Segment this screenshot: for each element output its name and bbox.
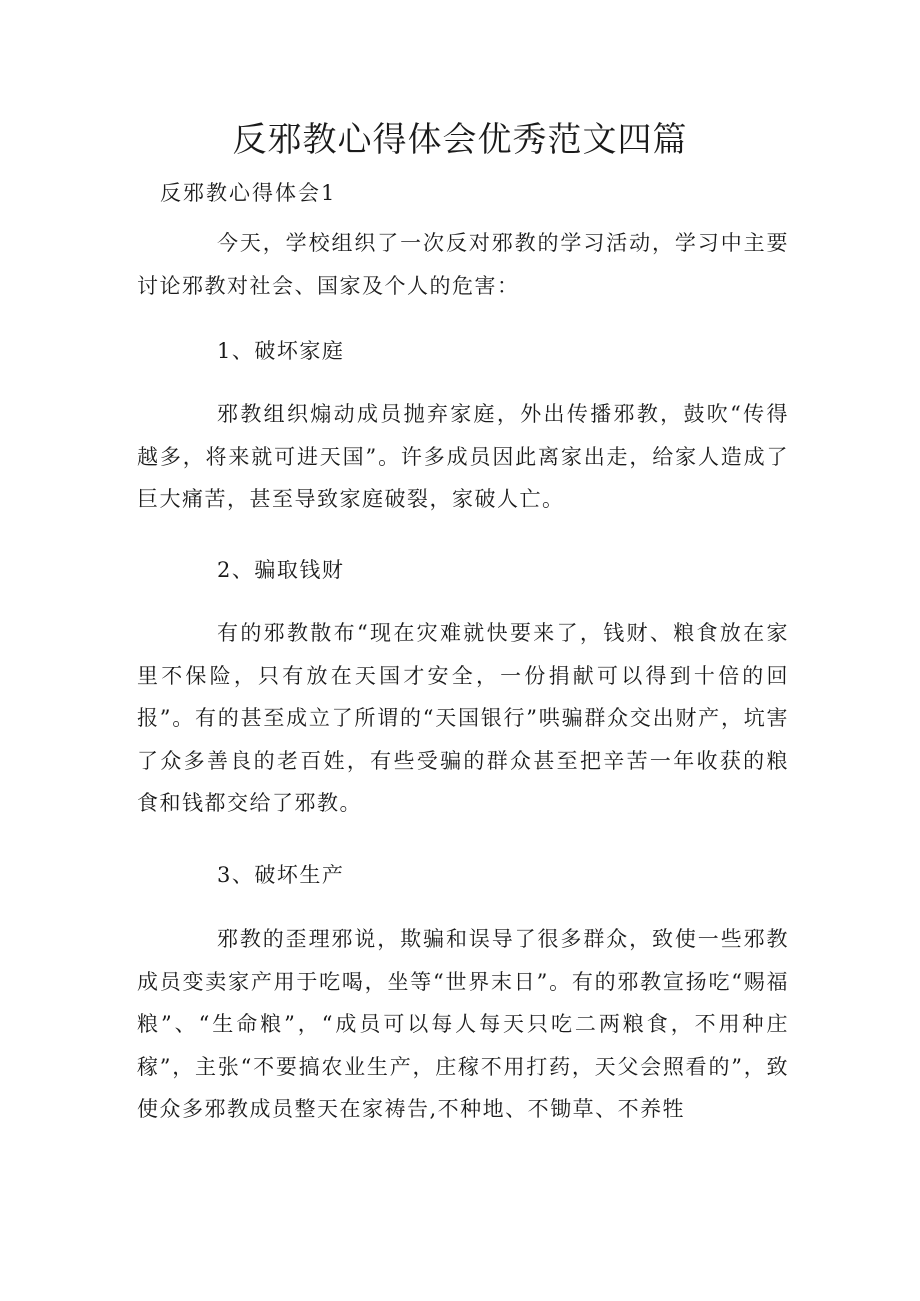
heading-destroy-family: 1、破坏家庭 bbox=[217, 339, 345, 363]
paragraph-destroy-production: 邪教的歪理邪说，欺骗和误导了很多群众，致使一些邪教成员变卖家产用于吃喝，坐等“世界末日”。有的邪教宣扬吃“赐福粮”、“生命粮”，“成员可以每人每天只吃二两粮食，不用种庄稼”，主张“不要搞农业生产，庄稼不用打药，天父会照看的”，致使众多邪教成员整天在家祷告,不种地、不锄草、不养牲 bbox=[137, 927, 789, 1121]
page-title: 反邪教心得体会优秀范文四篇 bbox=[232, 120, 688, 160]
paragraph-destroy-family: 邪教组织煽动成员抛弃家庭，外出传播邪教，鼓吹“传得越多，将来就可进天国”。许多成员因此离家出走，给家人造成了巨大痛苦，甚至导致家庭破裂，家破人亡。 bbox=[137, 402, 789, 511]
section-subtitle: 反邪教心得体会1 bbox=[160, 181, 337, 205]
paragraph-defraud-money: 有的邪教散布“现在灾难就快要来了，钱财、粮食放在家里不保险，只有放在天国才安全，一份捐献可以得到十倍的回报”。有的甚至成立了所谓的“天国银行”哄骗群众交出财产，坑害了众多善良的老百姓，有些受骗的群众甚至把辛苦一年收获的粮食和钱都交给了邪教。 bbox=[137, 621, 789, 815]
paragraph-intro: 今天，学校组织了一次反对邪教的学习活动，学习中主要讨论邪教对社会、国家及个人的危害： bbox=[137, 231, 789, 298]
heading-destroy-production: 3、破坏生产 bbox=[217, 863, 345, 887]
heading-defraud-money: 2、骗取钱财 bbox=[217, 558, 345, 582]
